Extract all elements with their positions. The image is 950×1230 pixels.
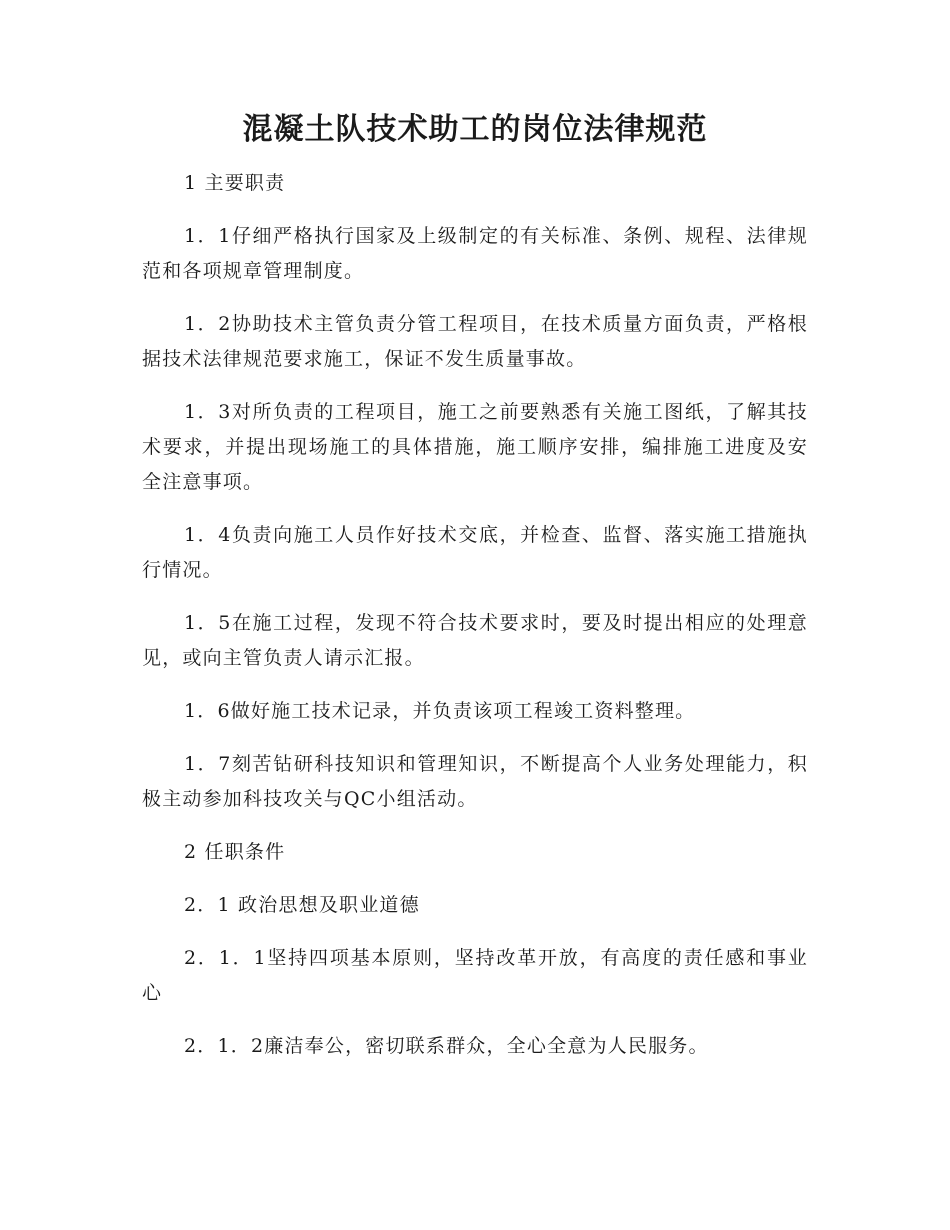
subsection-heading: 2．1 政治思想及职业道德	[184, 894, 420, 916]
paragraph: 1．3对所负责的工程项目，施工之前要熟悉有关施工图纸，了解其技术要求，并提出现场施工的具体措施，施工顺序安排，编排施工进度及安全注意事项。	[142, 401, 808, 493]
section-heading: 1 主要职责	[184, 172, 286, 194]
section-heading: 2 任职条件	[184, 841, 286, 863]
paragraph: 1．6做好施工技术记录，并负责该项工程竣工资料整理。	[184, 700, 696, 722]
document-title: 混凝土队技术助工的岗位法律规范	[242, 112, 708, 147]
paragraph: 1．2协助技术主管负责分管工程项目，在技术质量方面负责，严格根据技术法律规范要求施工，保证不发生质量事故。	[142, 313, 808, 370]
document-body	[142, 166, 808, 1082]
paragraph: 1．4负责向施工人员作好技术交底，并检查、监督、落实施工措施执行情况。	[142, 524, 808, 581]
paragraph: 1．5在施工过程，发现不符合技术要求时，要及时提出相应的处理意见，或向主管负责人请示汇报。	[142, 612, 808, 669]
paragraph: 1．7刻苦钻研科技知识和管理知识，不断提高个人业务处理能力，积极主动参加科技攻关与QC小组活动。	[142, 753, 808, 810]
paragraph: 2．1．1坚持四项基本原则，坚持改革开放，有高度的责任感和事业心	[142, 947, 808, 1004]
paragraph: 2．1．2廉洁奉公，密切联系群众，全心全意为人民服务。	[184, 1035, 709, 1057]
paragraph: 1．1仔细严格执行国家及上级制定的有关标准、条例、规程、法律规范和各项规章管理制度。	[142, 225, 808, 282]
